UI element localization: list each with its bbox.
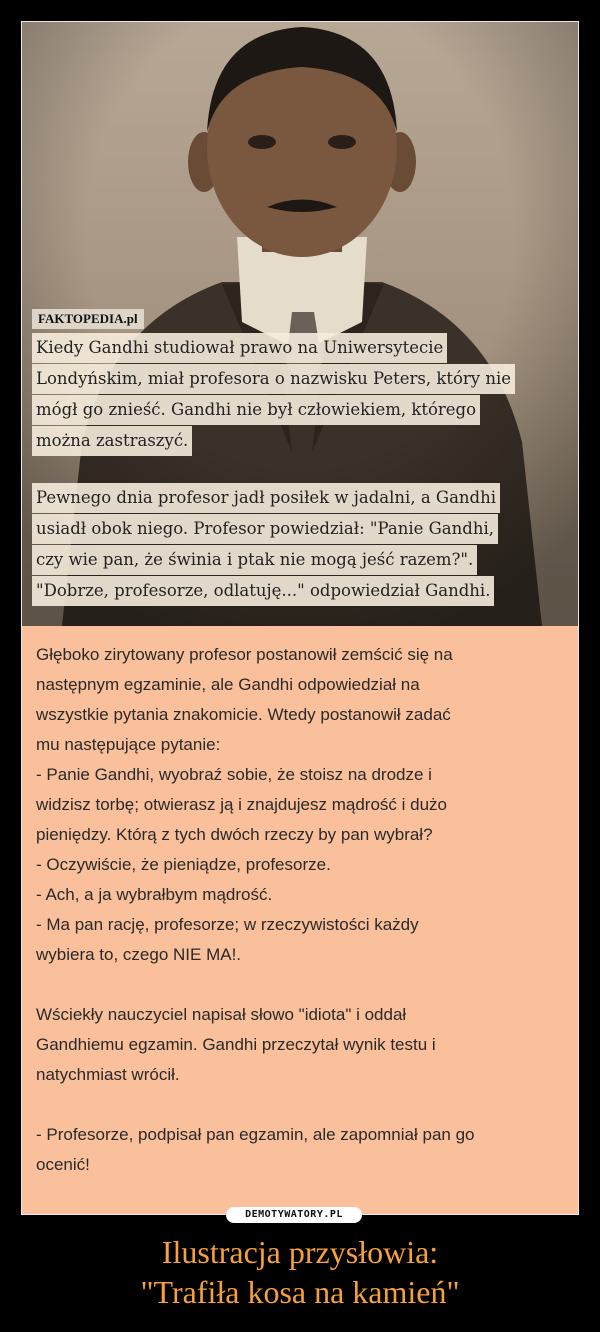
story-line: - Oczywiście, że pieniądze, profesorze. bbox=[36, 855, 331, 874]
story-line: ocenić! bbox=[36, 1155, 90, 1174]
story-line: wszystkie pytania znakomicie. Wtedy postanowił zadać bbox=[36, 705, 451, 724]
caption-line: Pewnego dnia profesor jadł posiłek w jadalni, a Gandhi bbox=[32, 483, 500, 513]
story-line: - Profesorze, podpisał pan egzamin, ale zapomniał pan go bbox=[36, 1125, 475, 1144]
caption-line: usiadł obok niego. Profesor powiedział: "Panie Gandhi, bbox=[32, 514, 498, 544]
caption-block-1 bbox=[32, 333, 515, 457]
story-line: następnym egzaminie, ale Gandhi odpowiedział na bbox=[36, 675, 420, 694]
title-line-1: Ilustracja przysłowia: bbox=[161, 1234, 439, 1270]
story-line: mu następujące pytanie: bbox=[36, 735, 221, 754]
story-line: natychmiast wrócił. bbox=[36, 1065, 180, 1084]
caption-line: Kiedy Gandhi studiował prawo na Uniwersytecie bbox=[32, 333, 447, 363]
story-line: - Ma pan rację, profesorze; w rzeczywistości każdy bbox=[36, 915, 419, 934]
story-line: Wściekły nauczyciel napisał słowo "idiota" i oddał bbox=[36, 1005, 407, 1024]
story-line: Gandhiemu egzamin. Gandhi przeczytał wynik testu i bbox=[36, 1035, 436, 1054]
caption-line: czy wie pan, że świnia i ptak nie mogą jeść razem?". bbox=[32, 545, 477, 575]
portrait-photo bbox=[22, 22, 578, 626]
story-line: - Panie Gandhi, wyobraź sobie, że stoisz na drodze i bbox=[36, 765, 432, 784]
story-line: wybiera to, czego NIE MA!. bbox=[36, 945, 242, 964]
caption-line: można zastraszyć. bbox=[32, 426, 192, 456]
caption-line: mógł go znieść. Gandhi nie był człowiekiem, którego bbox=[32, 395, 480, 425]
caption-block-2 bbox=[32, 483, 500, 607]
watermark-badge: DEMOTYWATORY.PL bbox=[226, 1207, 362, 1223]
caption-line: Londyńskim, miał profesora o nazwisku Peters, który nie bbox=[32, 364, 515, 394]
demotivator-frame bbox=[22, 22, 578, 1214]
story-line: pieniędzy. Którą z tych dwóch rzeczy by pan wybrał? bbox=[36, 825, 433, 844]
story-text bbox=[36, 640, 566, 1180]
caption-line: "Dobrze, profesorze, odlatuję..." odpowiedział Gandhi. bbox=[32, 576, 494, 606]
story-line: widzisz torbę; otwierasz ją i znajdujesz mądrość i dużo bbox=[36, 795, 448, 814]
brand-label: FAKTOPEDIA.pl bbox=[32, 309, 144, 329]
story-line: Głęboko zirytowany profesor postanowił zemścić się na bbox=[36, 645, 453, 664]
story-line: - Ach, a ja wybrałbym mądrość. bbox=[36, 885, 273, 904]
title-line-2: "Trafiła kosa na kamień" bbox=[140, 1274, 460, 1310]
story-line bbox=[36, 1090, 566, 1120]
story-line bbox=[36, 970, 566, 1000]
